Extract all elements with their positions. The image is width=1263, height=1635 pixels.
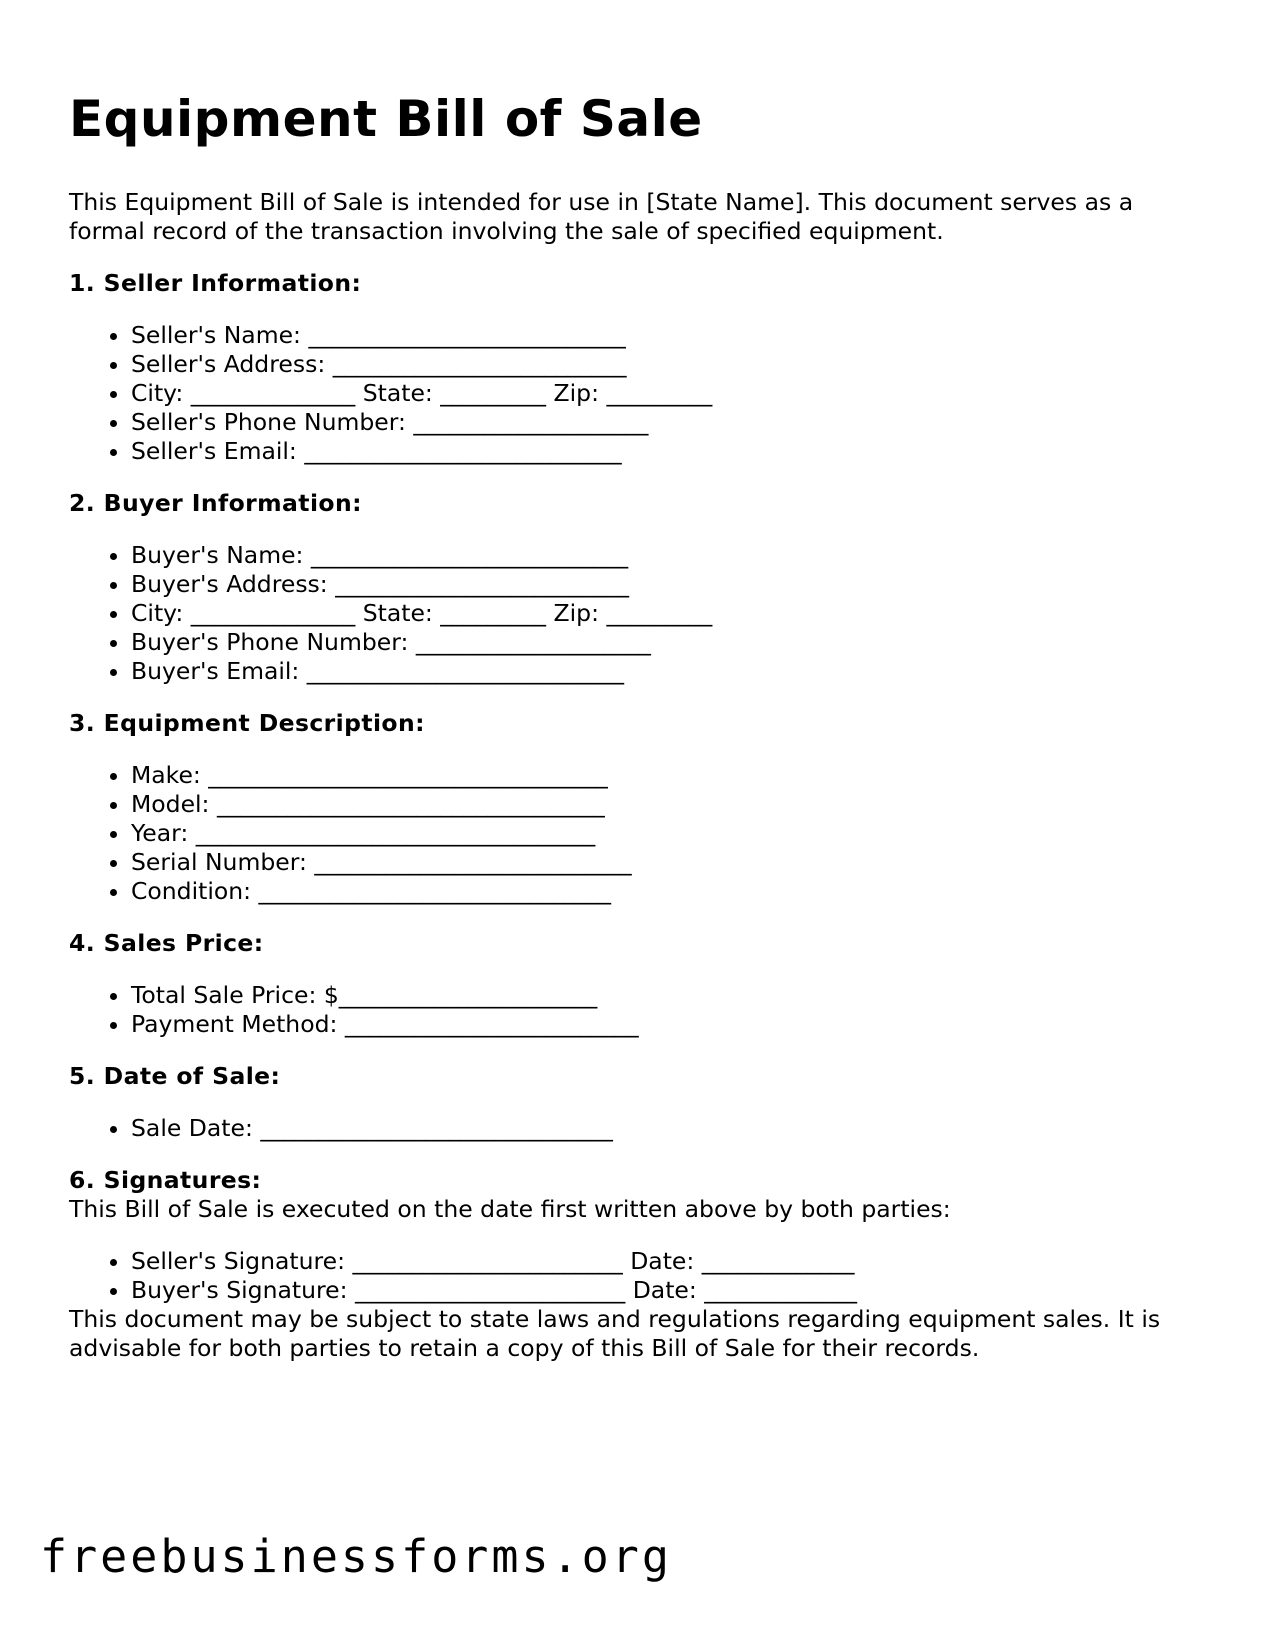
total-sale-price-field: • Total Sale Price: $______________________ (131, 981, 1199, 1010)
seller-city-state-zip-field: • City: ______________ State: _________ Zip: _________ (131, 379, 1199, 408)
signatures-intro: This Bill of Sale is executed on the date first written above by both parties: (69, 1195, 951, 1223)
signatures-heading: 6. Signatures: (69, 1166, 262, 1194)
model-field: • Model: _________________________________ (131, 790, 1199, 819)
sale-date-field: • Sale Date: ______________________________ (131, 1114, 1199, 1143)
buyer-city-state-zip-field: • City: ______________ State: _________ Zip: _________ (131, 599, 1199, 628)
buyer-name-field: • Buyer's Name: ___________________________ (131, 541, 1199, 570)
year-field: • Year: __________________________________ (131, 819, 1199, 848)
watermark: freebusinessforms.org (40, 1530, 672, 1583)
buyer-email-field: • Buyer's Email: ___________________________ (131, 657, 1199, 686)
document-page (69, 84, 1199, 1363)
buyer-fields (69, 541, 1199, 686)
buyer-phone-field: • Buyer's Phone Number: ____________________ (131, 628, 1199, 657)
price-fields (69, 981, 1199, 1039)
date-fields (69, 1114, 1199, 1143)
document-title: Equipment Bill of Sale (69, 90, 703, 148)
buyer-signature-field: • Buyer's Signature: _______________________ Date: _____________ (131, 1276, 1199, 1305)
seller-phone-field: • Seller's Phone Number: ____________________ (131, 408, 1199, 437)
seller-signature-field: • Seller's Signature: _______________________ Date: _____________ (131, 1247, 1199, 1276)
seller-name-field: • Seller's Name: ___________________________ (131, 321, 1199, 350)
buyer-heading: 2. Buyer Information: (69, 489, 362, 517)
make-field: • Make: __________________________________ (131, 761, 1199, 790)
date-heading: 5. Date of Sale: (69, 1062, 281, 1090)
condition-field: • Condition: ______________________________ (131, 877, 1199, 906)
price-heading: 4. Sales Price: (69, 929, 264, 957)
seller-heading: 1. Seller Information: (69, 269, 362, 297)
signature-fields (69, 1247, 1199, 1305)
buyer-address-field: • Buyer's Address: _________________________ (131, 570, 1199, 599)
equipment-heading: 3. Equipment Description: (69, 709, 425, 737)
serial-number-field: • Serial Number: ___________________________ (131, 848, 1199, 877)
payment-method-field: • Payment Method: _________________________ (131, 1010, 1199, 1039)
intro-paragraph: This Equipment Bill of Sale is intended for use in [State Name]. This document serves as a formal record of the transaction involving the sale of specified equipment. (69, 188, 1134, 245)
closing-paragraph: This document may be subject to state laws and regulations regarding equipment sales. It is advisable for both parties to retain a copy of this Bill of Sale for their records. (69, 1305, 1161, 1362)
seller-email-field: • Seller's Email: ___________________________ (131, 437, 1199, 466)
equipment-fields (69, 761, 1199, 906)
seller-fields (69, 321, 1199, 466)
seller-address-field: • Seller's Address: _________________________ (131, 350, 1199, 379)
